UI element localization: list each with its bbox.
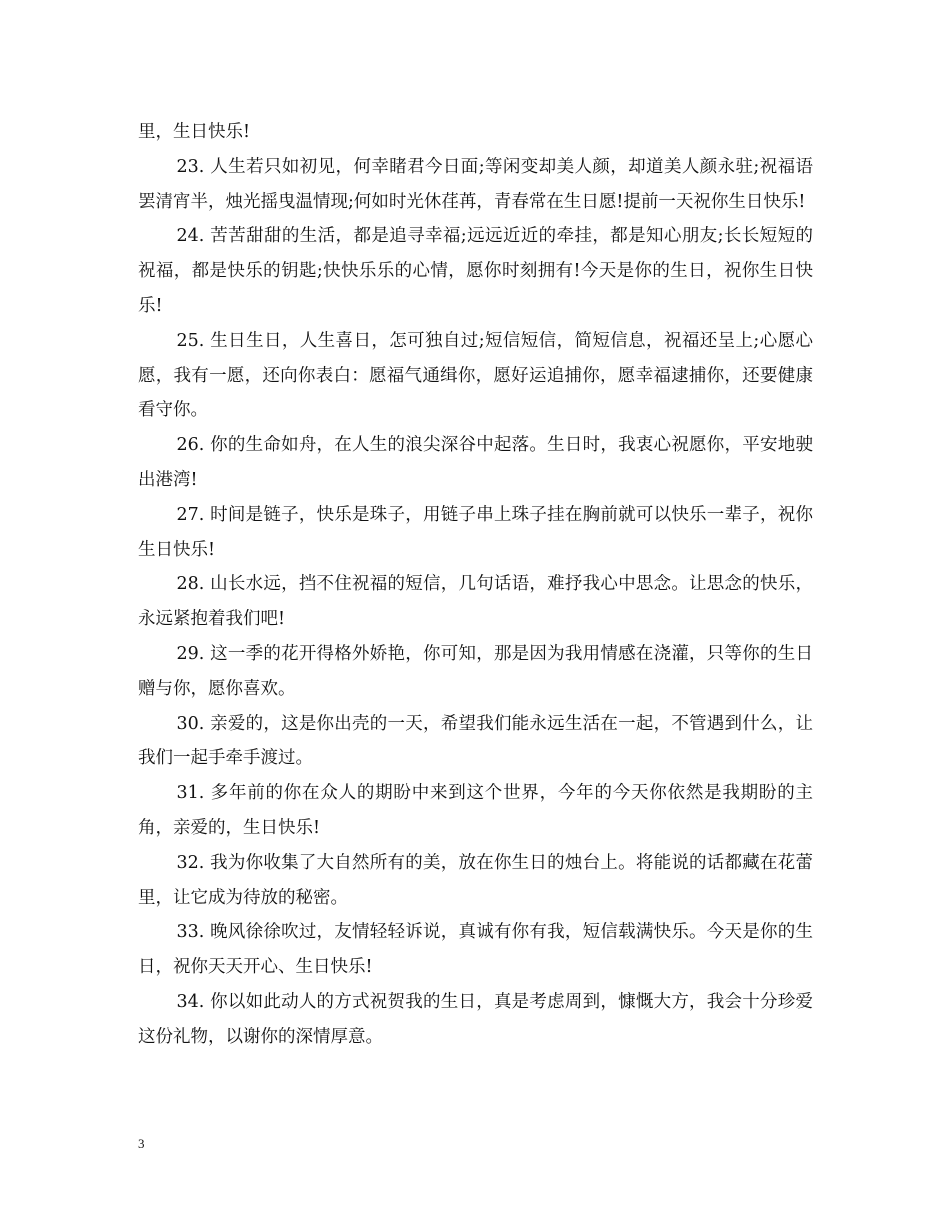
wish-paragraph-24: 24. 苦苦甜甜的生活，都是追寻幸福;远远近近的牵挂，都是知心朋友;长长短短的祝福，都是快乐的钥匙;快快乐乐的心情，愿你时刻拥有!今天是你的生日，祝你生日快乐! (138, 226, 813, 316)
wish-paragraph-29: 29. 这一季的花开得格外娇艳，你可知，那是因为我用情感在浇灌，只等你的生日赠与你，愿你喜欢。 (138, 643, 813, 699)
wish-paragraph-25: 25. 生日生日，人生喜日，怎可独自过;短信短信，简短信息，祝福还呈上;心愿心愿，我有一愿，还向你表白：愿福气通缉你，愿好运追捕你，愿幸福逮捕你，还要健康看守你。 (138, 330, 813, 421)
page-number: 3 (138, 1136, 145, 1151)
continuation-line: 里，生日快乐! (138, 122, 251, 142)
wish-paragraph-23: 23. 人生若只如初见，何幸睹君今日面;等闲变却美人颜，却道美人颜永驻;祝福语罢清宵半，烛光摇曳温情现;何如时光休荏苒，青春常在生日愿!提前一天祝你生日快乐! (138, 156, 813, 212)
wish-paragraph-27: 27. 时间是链子，快乐是珠子，用链子串上珠子挂在胸前就可以快乐一辈子，祝你生日快乐! (138, 504, 813, 560)
wish-paragraph-33: 33. 晚风徐徐吹过，友情轻轻诉说，真诚有你有我，短信载满快乐。今天是你的生日，祝你天天开心、生日快乐! (138, 922, 813, 978)
wish-paragraph-32: 32. 我为你收集了大自然所有的美，放在你生日的烛台上。将能说的话都藏在花蕾里，让它成为待放的秘密。 (138, 852, 813, 908)
wish-paragraph-31: 31. 多年前的你在众人的期盼中来到这个世界，今年的今天你依然是我期盼的主角，亲爱的，生日快乐! (138, 783, 813, 838)
document-body (138, 115, 813, 1055)
wish-paragraph-28: 28. 山长水远，挡不住祝福的短信，几句话语，难抒我心中思念。让思念的快乐，永远紧抱着我们吧! (138, 574, 813, 630)
wish-paragraph-30: 30. 亲爱的，这是你出壳的一天，希望我们能永远生活在一起，不管遇到什么，让我们一起手牵手渡过。 (138, 713, 813, 769)
wish-paragraph-34: 34. 你以如此动人的方式祝贺我的生日，真是考虑周到，慷慨大方，我会十分珍爱这份礼物，以谢你的深情厚意。 (138, 991, 813, 1047)
wish-paragraph-26: 26. 你的生命如舟，在人生的浪尖深谷中起落。生日时，我衷心祝愿你，平安地驶出港湾! (138, 435, 813, 490)
